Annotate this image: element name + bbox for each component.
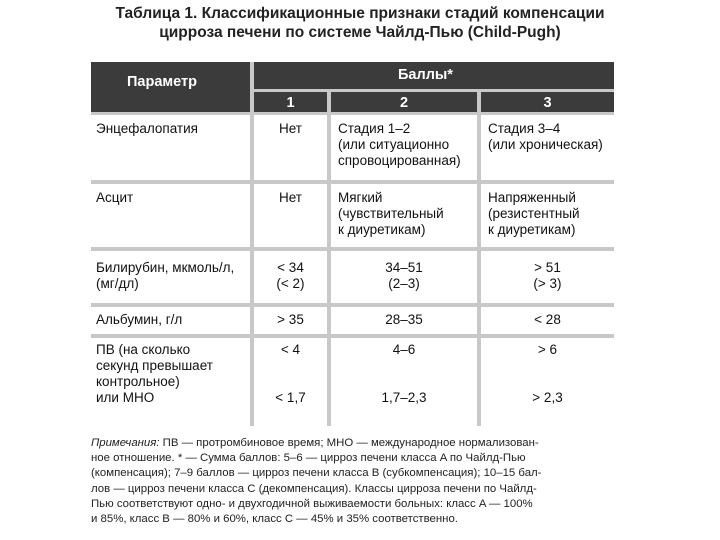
table-row-bilirubin-score2 [331,251,477,303]
param-text: Альбумин, г/л [96,312,183,327]
table-row-bilirubin-score1 [254,251,327,303]
table-row-ascites-score1 [254,184,327,247]
score2-text: (2–3) [388,276,420,291]
title-line-1: Таблица 1. Классификационные признаки стадий компенсации [115,5,605,22]
param-text: Энцефалопатия [96,121,198,136]
header-points-cell [254,62,614,89]
param-text: контрольное) [96,374,180,389]
score1-text: < 1,7 [275,390,306,405]
param-text: секунд превышает [96,358,213,373]
header-points-label: Баллы* [398,67,453,83]
notes-line-2: ное отношение. * — Сумма баллов: 5–6 — цирроз печени класса A по Чайлд-Пью [91,452,526,465]
param-text: (мг/дл) [96,276,139,291]
param-text: Билирубин, мкмоль/л, [96,260,235,275]
notes-line-6: и 85%, класс B — 80% и 60%, класс C — 45% и 35% соответственно. [91,513,458,526]
score2-text: 34–51 [385,260,423,275]
table-row-encephalopathy-score2 [331,115,477,180]
score3-text: (резистентный [488,206,580,221]
param-text: или МНО [96,390,155,405]
score2-text: 1,7–2,3 [381,390,427,405]
notes-line-4: лов — цирроз печени класса C (декомпенсация). Классы цирроза печени по Чайлд- [91,482,537,495]
param-text: ПВ (на сколько [96,342,191,357]
header-col1 [254,92,327,112]
table-row-bilirubin-param [91,251,250,303]
table-row-bilirubin-score3 [481,251,614,303]
table-row-albumin-score1 [254,307,327,334]
table-row-pt-inr-score1 [254,338,327,426]
score2-text: (или ситуационно [338,137,450,152]
score1-text: Нет [279,190,302,205]
table-row-albumin-score3 [481,307,614,334]
score1-text: > 35 [277,312,304,327]
title-line-2: цирроза печени по системе Чайлд-Пью (Child-Pugh) [159,24,561,41]
header-param-label: Параметр [127,74,197,90]
table-row-encephalopathy-param [91,115,250,180]
score3-text: > 2,3 [532,390,563,405]
table-row-ascites-param [91,184,250,247]
score3-text: (> 3) [533,276,562,291]
score2-text: 4–6 [392,342,416,357]
score1-text: < 34 [277,260,304,275]
score3-text: > 51 [534,260,561,275]
table-row-encephalopathy-score1 [254,115,327,180]
score2-text: Мягкий [338,190,383,205]
score1-text: (< 2) [276,276,305,291]
table-row-encephalopathy-score3 [481,115,614,180]
table-row-pt-inr-score2 [331,338,477,426]
header-col3 [481,92,614,112]
score2-text: (чувствительный [338,206,444,221]
table-row-albumin-score2 [331,307,477,334]
header-param-cell [91,62,250,112]
header-col1-label: 1 [286,95,295,111]
score3-text: к диуретикам) [488,222,576,237]
table-row-pt-inr-param [91,338,250,426]
notes-line-3: (компенсация); 7–9 баллов — цирроз печени класса B (субкомпенсация); 10–15 бал- [91,467,542,480]
score3-text: < 28 [534,312,561,327]
notes-line-5: Пью соответствуют одно- и двухгодичной выживаемости больных: класс A — 100% [91,497,533,510]
table-row-ascites-score2 [331,184,477,247]
table-row-pt-inr-score3 [481,338,614,426]
header-col3-label: 3 [543,95,552,111]
header-col2 [331,92,477,112]
table-row-ascites-score3 [481,184,614,247]
table-row-albumin-param [91,307,250,334]
score2-text: спровоцированная) [338,153,461,168]
score2-text: к диуретикам) [338,222,426,237]
table-title [0,4,720,42]
score1-text: Нет [279,121,302,136]
score2-text: Стадия 1–2 [338,121,411,136]
notes-label: Примечания: [91,437,160,449]
score2-text: 28–35 [385,312,423,327]
score3-text: Напряженный [488,190,576,205]
notes-line-1: ПВ — протромбиновое время; МНО — международное нормализован- [159,437,539,449]
score3-text: > 6 [537,342,558,357]
child-pugh-table [91,62,614,426]
header-col2-label: 2 [399,95,409,111]
score1-text: < 4 [280,342,301,357]
param-text: Асцит [96,190,134,205]
score3-text: Стадия 3–4 [488,121,561,136]
score3-text: (или хроническая) [488,137,603,152]
table-notes [91,436,614,527]
